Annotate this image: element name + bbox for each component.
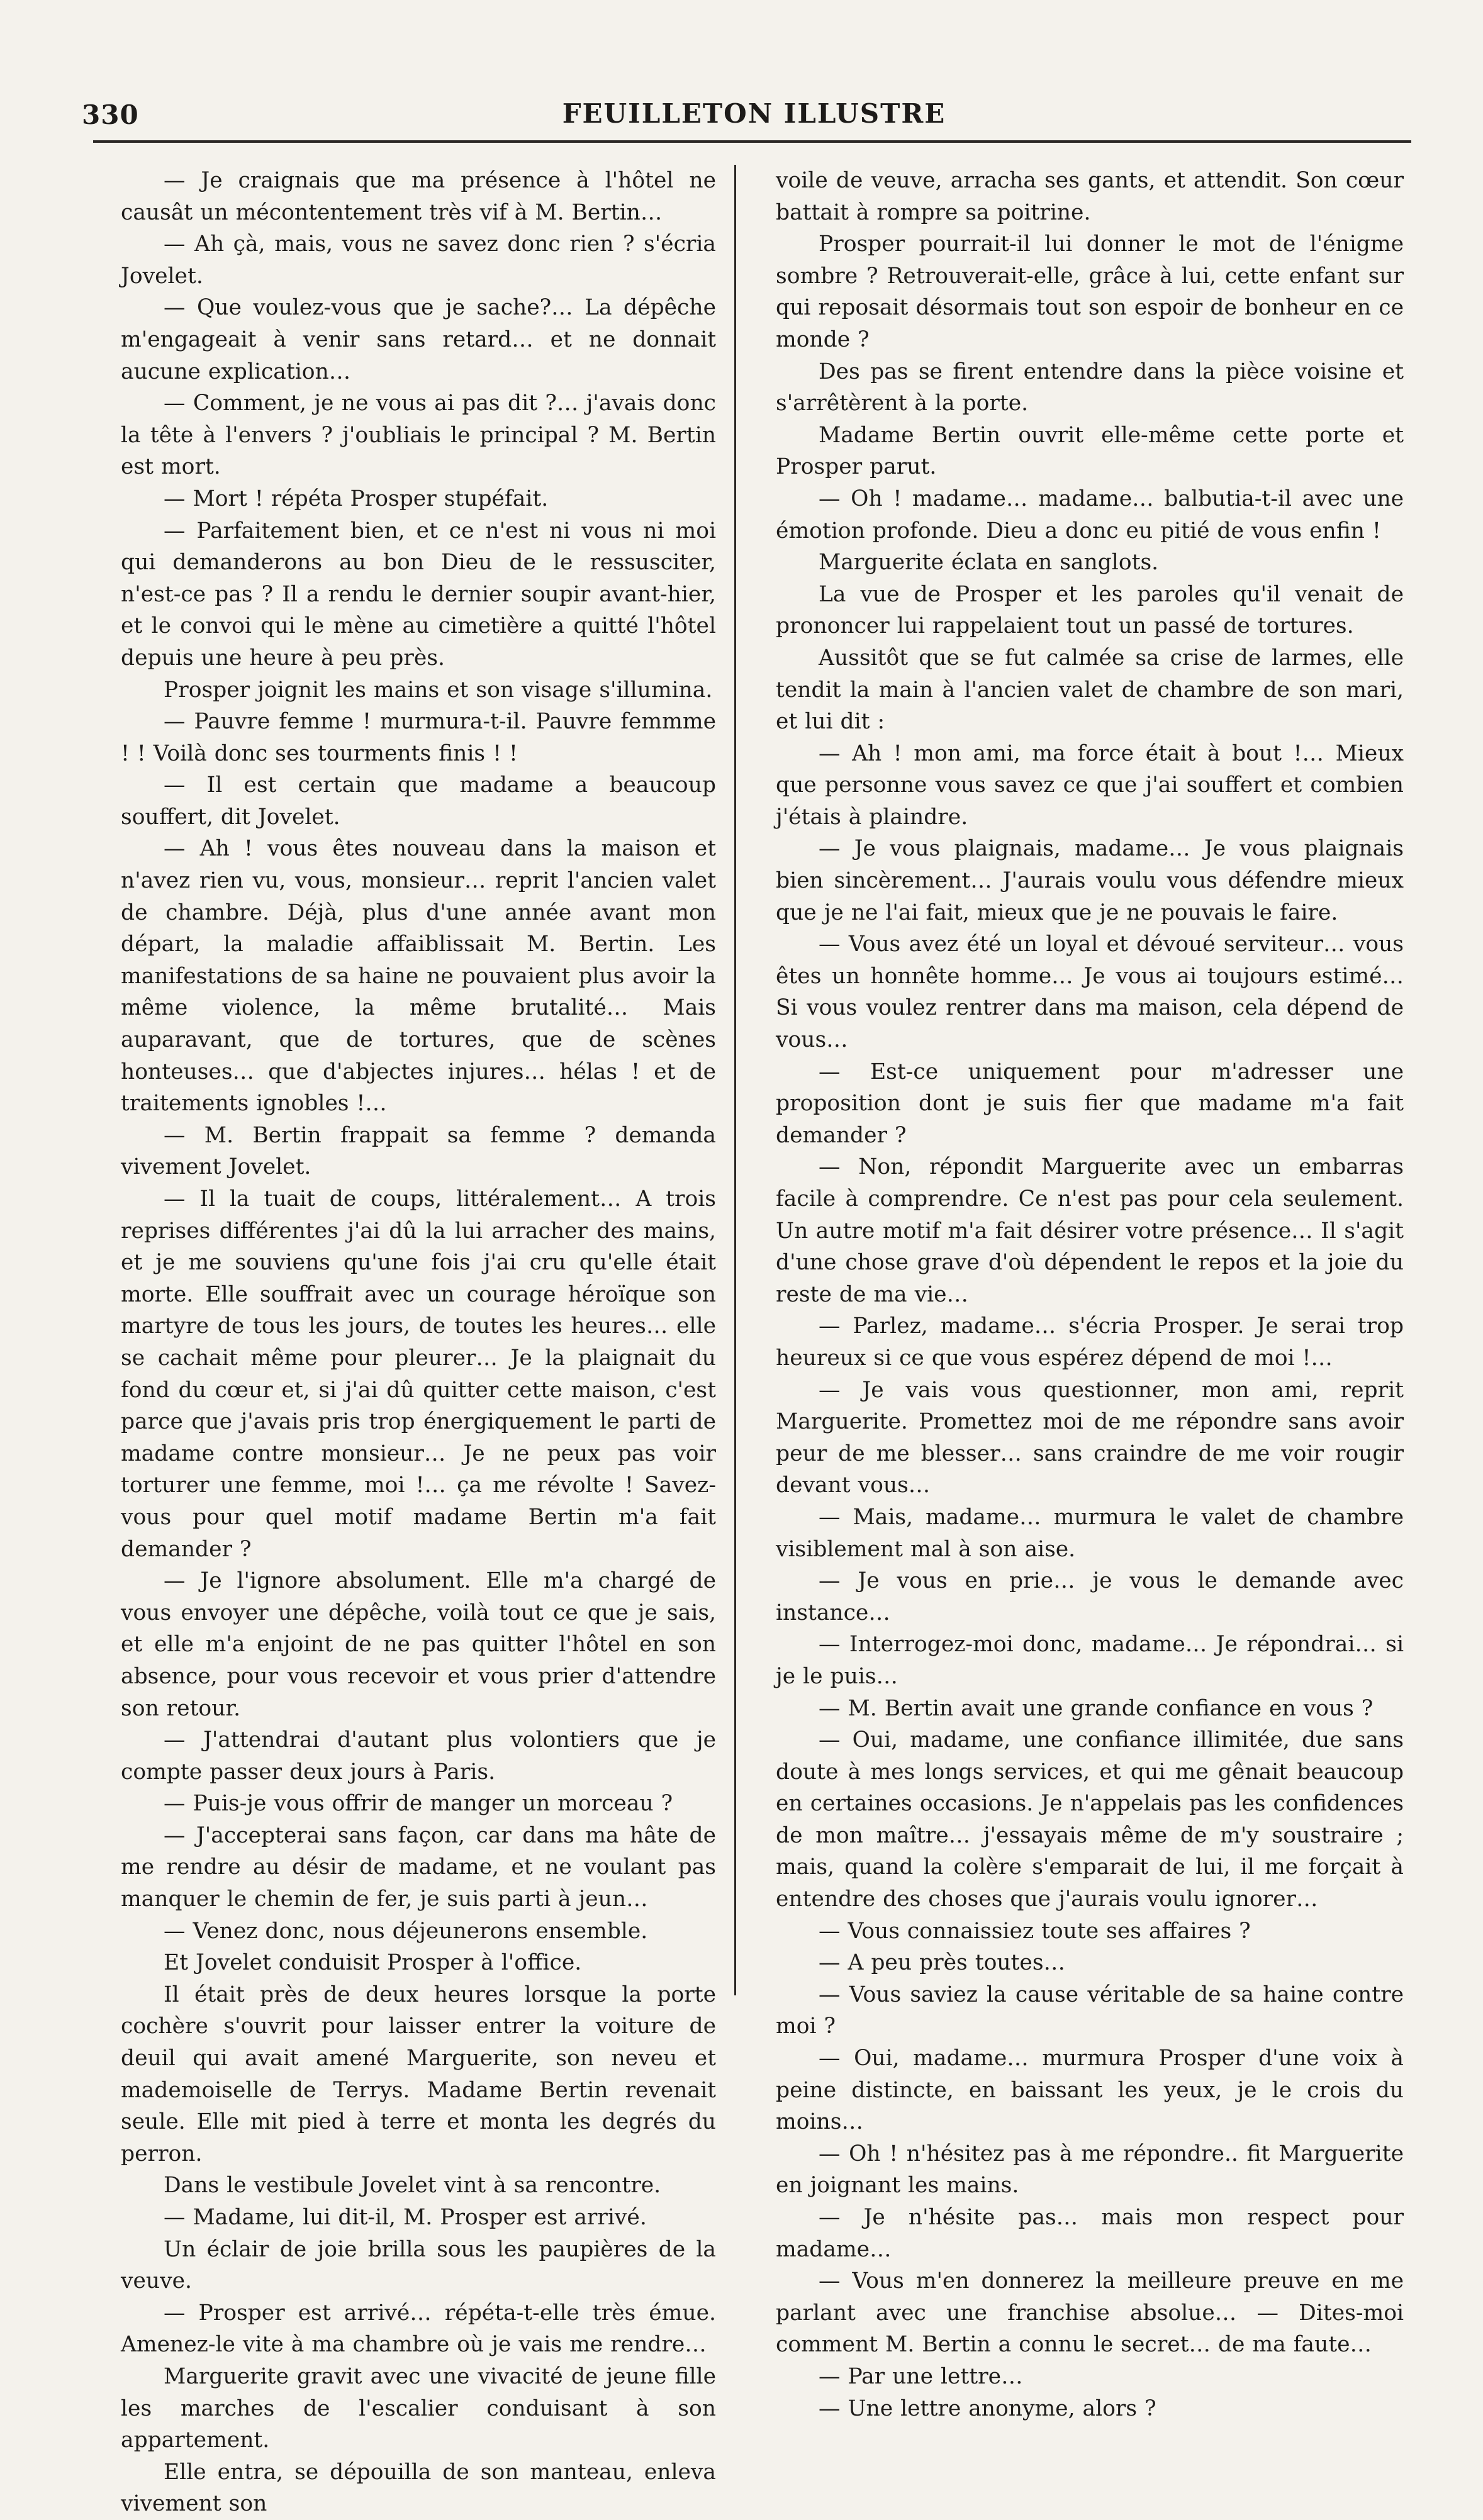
- column-divider: [734, 165, 736, 1995]
- paragraph: — Ah ! mon ami, ma force était à bout !… Mieux que personne vous savez ce que j'ai souffert et combien j'étais à plaindre.: [776, 740, 1404, 830]
- paragraph: La vue de Prosper et les paroles qu'il venait de prononcer lui rappelaient tout un passé de tortures.: [776, 581, 1404, 639]
- paragraph: — Il est certain que madame a beaucoup souffert, dit Jovelet.: [121, 772, 716, 830]
- paragraph: — Venez donc, nous déjeunerons ensemble.: [164, 1918, 648, 1944]
- running-title: FEUILLETON ILLUSTRE: [562, 98, 946, 129]
- paragraph: — Je craignais que ma présence à l'hôtel ne causât un mécontentement très vif à M. Bertin…: [121, 168, 716, 225]
- paragraph: — Mais, madame… murmura le valet de chambre visiblement mal à son aise.: [776, 1504, 1404, 1562]
- header-rule: [93, 140, 1411, 143]
- paragraph: Et Jovelet conduisit Prosper à l'office.: [164, 1950, 582, 1976]
- paragraph: — Je vais vous questionner, mon ami, reprit Marguerite. Promettez moi de me répondre sans avoir peur de me blesser… sans craindre de me voir rougir devant vous…: [776, 1377, 1404, 1498]
- paragraph: — Par une lettre…: [819, 2363, 1023, 2389]
- paragraph: — Une lettre anonyme, alors ?: [819, 2395, 1156, 2421]
- paragraph: — Je l'ignore absolument. Elle m'a chargé de vous envoyer une dépêche, voilà tout ce que je sais, et elle m'a enjoint de ne pas quitter l'hôtel en son absence, pour vous recevoir et vous prier d'attendre son retour.: [121, 1568, 716, 1721]
- paragraph: — Interrogez-moi donc, madame… Je répondrai… si je le puis…: [776, 1632, 1404, 1689]
- paragraph: Des pas se firent entendre dans la pièce voisine et s'arrêtèrent à la porte.: [776, 359, 1404, 416]
- paragraph: — J'attendrai d'autant plus volontiers que je compte passer deux jours à Paris.: [121, 1727, 716, 1785]
- paragraph: — Comment, je ne vous ai pas dit ?… j'avais donc la tête à l'envers ? j'oubliais le principal ? M. Bertin est mort.: [121, 391, 716, 480]
- paragraph: — Que voulez-vous que je sache?… La dépêche m'engageait à venir sans retard… et ne donnait aucune explication…: [121, 295, 716, 384]
- paragraph: — Vous avez été un loyal et dévoué serviteur… vous êtes un honnête homme… Je vous ai toujours estimé… Si vous voulez rentrer dans ma maison, cela dépend de vous…: [776, 932, 1404, 1053]
- left-column: [121, 165, 716, 2517]
- paragraph: — M. Bertin avait une grande confiance en vous ?: [819, 1695, 1374, 1721]
- paragraph: — Je n'hésite pas… mais mon respect pour madame…: [776, 2205, 1404, 2262]
- paragraph: — Vous connaissiez toute ses affaires ?: [819, 1918, 1251, 1944]
- paragraph: — Oh ! madame… madame… balbutia-t-il avec une émotion profonde. Dieu a donc eu pitié de vous enfin !: [776, 486, 1404, 544]
- paragraph: — Prosper est arrivé… répéta-t-elle très émue. Amenez-le vite à ma chambre où je vais me rendre…: [121, 2300, 716, 2358]
- page-number: 330: [82, 99, 139, 130]
- paragraph: Marguerite gravit avec une vivacité de jeune fille les marches de l'escalier conduisant à son appartement.: [121, 2363, 716, 2453]
- paragraph: — J'accepterai sans façon, car dans ma hâte de me rendre au désir de madame, et ne voulant pas manquer le chemin de fer, je suis parti à jeun…: [121, 1822, 716, 1912]
- paragraph: Un éclair de joie brilla sous les paupières de la veuve.: [121, 2236, 716, 2294]
- paragraph: voile de veuve, arracha ses gants, et attendit. Son cœur battait à rompre sa poitrine.: [776, 168, 1404, 225]
- paragraph: — Oh ! n'hésitez pas à me répondre.. fit Marguerite en joignant les mains.: [776, 2141, 1404, 2199]
- paragraph: — Parlez, madame… s'écria Prosper. Je serai trop heureux si ce que vous espérez dépend de moi !…: [776, 1313, 1404, 1371]
- paragraph: — Puis-je vous offrir de manger un morceau ?: [164, 1791, 673, 1817]
- paragraph: — Ah çà, mais, vous ne savez donc rien ? s'écria Jovelet.: [121, 231, 716, 289]
- paragraph: Marguerite éclata en sanglots.: [819, 550, 1159, 576]
- paragraph: — Est-ce uniquement pour m'adresser une proposition dont je suis fier que madame m'a fait demander ?: [776, 1059, 1404, 1148]
- right-column: [776, 165, 1404, 2421]
- paragraph: — Mort ! répéta Prosper stupéfait.: [164, 486, 549, 511]
- paragraph: — Vous m'en donnerez la meilleure preuve en me parlant avec une franchise absolue… — Dites-moi comment M. Bertin a connu le secret… de ma faute…: [776, 2268, 1404, 2358]
- paragraph: Madame Bertin ouvrit elle-même cette porte et Prosper parut.: [776, 422, 1404, 480]
- paragraph: Il était près de deux heures lorsque la porte cochère s'ouvrit pour laisser entrer la voiture de deuil qui avait amené Marguerite, son neveu et mademoiselle de Terrys. Madame Bertin revenait seule. Elle mit pied à terre et monta les degrés du perron.: [121, 1982, 716, 2166]
- paragraph: — Ah ! vous êtes nouveau dans la maison et n'avez rien vu, vous, monsieur… reprit l'ancien valet de chambre. Déjà, plus d'une année avant mon départ, la maladie affaiblissait M. Bertin. Les manifestations de sa haine ne pouvaient plus avoir la même violence, la même brutalité… Mais auparavant, que de tortures, que de scènes honteuses… que d'abjectes injures… hélas ! et de traitements ignobles !…: [121, 836, 716, 1117]
- paragraph: — A peu près toutes…: [819, 1950, 1066, 1976]
- paragraph: — Oui, madame… murmura Prosper d'une voix à peine distincte, en baissant les yeux, je le crois du moins…: [776, 2046, 1404, 2135]
- paragraph: Prosper pourrait-il lui donner le mot de l'énigme sombre ? Retrouverait-elle, grâce à lui, cette enfant sur qui reposait désormais tout son espoir de bonheur en ce monde ?: [776, 231, 1404, 352]
- paragraph: — Je vous en prie… je vous le demande avec instance…: [776, 1568, 1404, 1625]
- paragraph: — Madame, lui dit-il, M. Prosper est arrivé.: [164, 2205, 647, 2230]
- paragraph: Dans le vestibule Jovelet vint à sa rencontre.: [164, 2173, 661, 2199]
- paragraph: — M. Bertin frappait sa femme ? demanda vivement Jovelet.: [121, 1122, 716, 1180]
- paragraph: — Parfaitement bien, et ce n'est ni vous ni moi qui demanderons au bon Dieu de le ressusciter, n'est-ce pas ? Il a rendu le dernier soupir avant-hier, et le convoi qui le mène au cimetière a quitté l'hôtel depuis une heure à peu près.: [121, 518, 716, 671]
- paragraph: — Je vous plaignais, madame… Je vous plaignais bien sincèrement… J'aurais voulu vous défendre mieux que je ne l'ai fait, mieux que je ne pouvais le faire.: [776, 836, 1404, 925]
- paragraph: Aussitôt que se fut calmée sa crise de larmes, elle tendit la main à l'ancien valet de chambre de son mari, et lui dit :: [776, 645, 1404, 735]
- paragraph: Prosper joignit les mains et son visage s'illumina.: [164, 677, 713, 703]
- paragraph: Elle entra, se dépouilla de son manteau, enleva vivement son: [121, 2459, 716, 2517]
- paragraph: — Vous saviez la cause véritable de sa haine contre moi ?: [776, 1982, 1404, 2039]
- paragraph: — Pauvre femme ! murmura-t-il. Pauvre femmme ! ! Voilà donc ses tourments finis ! !: [121, 709, 716, 766]
- paragraph: — Oui, madame, une confiance illimitée, due sans doute à mes longs services, et qui me gênait beaucoup en certaines occasions. Je n'appelais pas les confidences de mon maître… j'essayais même de m'y soustraire ; mais, quand la colère s'emparait de lui, il me forçait à entendre des choses que j'aurais voulu ignorer…: [776, 1727, 1404, 1912]
- paragraph: — Il la tuait de coups, littéralement… A trois reprises différentes j'ai dû la lui arracher des mains, et je me souviens qu'une fois j'ai cru qu'elle était morte. Elle souffrait avec un courage héroïque son martyre de tous les jours, de toutes les heures… elle se cachait même pour pleurer… Je la plaignait du fond du cœur et, si j'ai dû quitter cette maison, c'est parce que j'avais pris trop énergiquement le parti de madame contre monsieur… Je ne peux pas voir torturer une femme, moi !… ça me révolte ! Savez-vous pour quel motif madame Bertin m'a fait demander ?: [121, 1186, 716, 1562]
- paragraph: — Non, répondit Marguerite avec un embarras facile à comprendre. Ce n'est pas pour cela seulement. Un autre motif m'a fait désirer votre présence… Il s'agit d'une chose grave d'où dépendent le repos et la joie du reste de ma vie…: [776, 1154, 1404, 1307]
